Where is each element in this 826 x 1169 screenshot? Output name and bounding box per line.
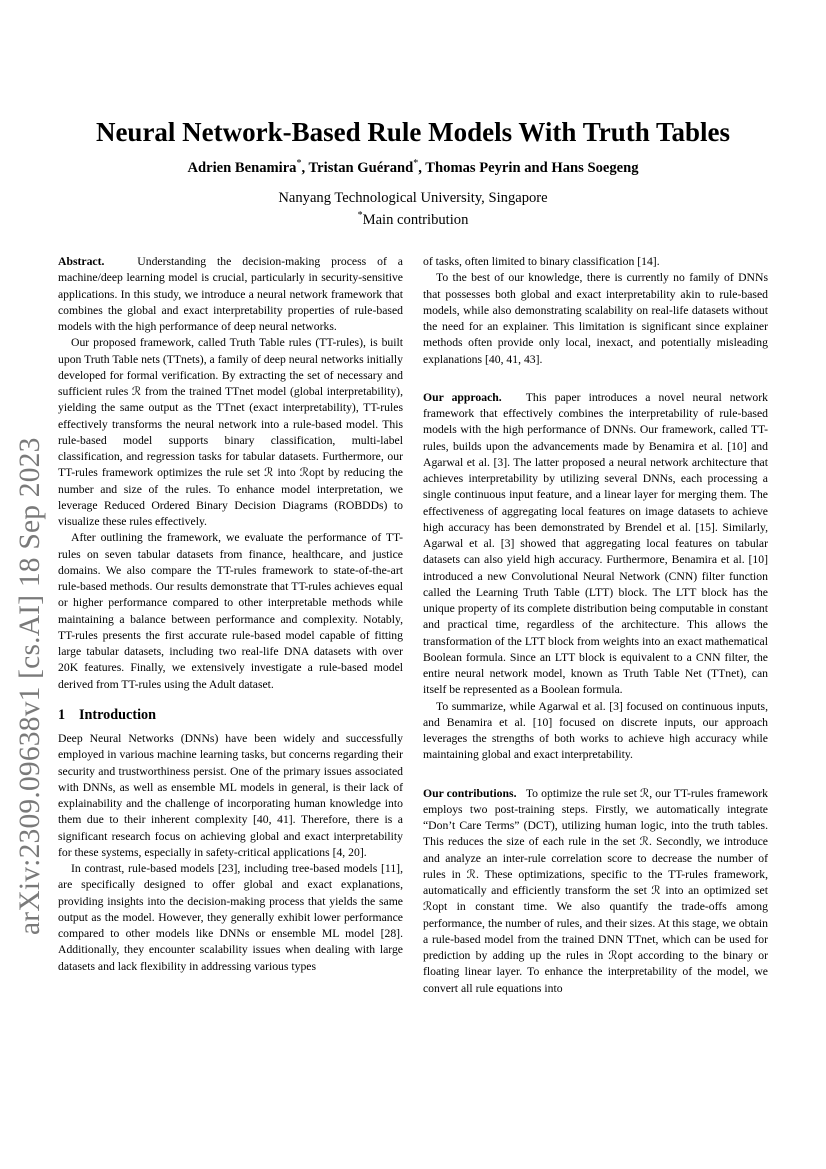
approach-paragraph [423,390,768,699]
approach-text: This paper introduces a novel neural network framework that effectively combines the interpretability of rule-based models with the high performance of DNNs. Our framework, called TT-rules, builds upon the advancements made by Benamira et al. [10] and Agarwal et al. [3]. The latter proposed a neural network architecture that achieves interpretability by utilizing several DNNs, each processing a single continuous input feature, and a linear layer for merging them. The effectiveness of aggregating local features on image datasets to achieve high accuracy has been demonstrated by Brendel et al. [15]. Similarly, Agarwal et al. [3] showed that aggregating local features on tabular datasets can also yield high accuracy. Furthermore, Benamira et al. [10] introduced a new Convolutional Neural Network (CNN) filter function called the Learning Truth Table (LTT) block. The LTT block has the unique property of its complete distribution being computable in constant and practical time, regardless of the architecture. This allows the transformation of the LTT block from weights into an exact mathematical Boolean formula. Since an LTT block is equivalent to a CNN filter, the entire neural network model, known as Truth Table Net (TTnet), can itself be represented as a Boolean formula. [423,390,769,697]
contributions-paragraph [423,786,768,997]
paper-title: Neural Network-Based Rule Models With Truth Tables [95,117,731,147]
contribution-note [40,207,786,229]
abstract-text-1: Understanding the decision-making process of a machine/deep learning model is crucial, particularly in security-sensitive applications. In this study, we introduce a neural network framework that combines the global and exact interpretability properties of rule-based models with the high performance of deep neural networks. [58,255,403,333]
contributions-text: To optimize the rule set ℛ, our TT-rules framework employs two post-training steps. Firstly, we automatically integrate “Don’t Care Terms” (DCT), utilizing human logic, into the truth tables. This reduces the size of each rule in the set ℛ. Secondly, we introduce and analyze an inter-rule correlation score to decrease the number of rules in ℛ. These optimizations, specific to the TT-rules framework, automatically and efficiently transform the set ℛ into an optimized set ℛopt in constant time. We also quantify the trade-offs among performance, the number of rules, and their sizes. At this stage, we obtain a rule-based model from the trained DNN TTnet, which can be used for prediction by adding up the rules in ℛopt according to the binary or floating linear layer. To enhance the interpretability of the model, we convert all rule equations into [423,786,768,995]
author-rest: , Thomas Peyrin and Hans Soegeng [418,159,639,176]
abstract-paragraph-1 [58,254,403,335]
author-1-mark: * [296,158,302,169]
contribution-mark: * [357,210,363,221]
arxiv-identifier: arXiv:2309.09638v1 [cs.AI] 18 Sep 2023 [14,437,46,935]
author-1: Adrien Benamira [187,159,297,176]
contributions-heading: Our contributions. [423,786,517,800]
section-heading-introduction [58,707,403,723]
contribution-text: Main contribution [362,211,469,228]
abstract-paragraph-3: After outlining the framework, we evaluate the performance of TT-rules on seven tabular datasets from finance, healthcare, and justice domains. We also compare the TT-rules framework to state-of-the-art rule-based methods. Our results demonstrate that TT-rules achieves equal or higher performance compared to other interpretable methods while maintaining a balance between performance and complexity. Notably, TT-rules presents the first accurate rule-based model capable of fitting large tabular datasets, including two real-life DNA datasets with over 20K features. Finally, we extensively investigate a rule-based model derived from TT-rules using the Adult dataset. [58,531,403,691]
intro-paragraph-2: In contrast, rule-based models [23], including tree-based models [11], are specifically designed to offer global and exact explanations, providing insights into the decision-making process that yields the same output as the model. However, they generally exhibit lower performance compared to other models like DNNs or ensemble ML model [28]. Additionally, they encounter scalability issues when dealing with large datasets and lack flexibility in addressing various types [58,862,403,973]
summary-paragraph: To summarize, while Agarwal et al. [3] focused on continuous inputs, and Benamira et al. [10] focused on discrete inputs, our approach leverages the strengths of both works to achieve high accuracy while maintaining global and exact interpretability. [423,699,768,762]
author-2: , Tristan Guérand [301,159,414,176]
continued-paragraph: of tasks, often limited to binary classification [14]. [423,255,660,268]
author-2-mark: * [413,158,419,169]
left-column [58,254,403,975]
abstract-heading: Abstract. [58,255,105,268]
abstract-paragraph-2: Our proposed framework, called Truth Table rules (TT-rules), is built upon Truth Table nets (TTnets), a family of deep neural networks initially developed for formal verification. By extracting the set of necessary and sufficient rules ℛ from the trained TTnet model (global interpretability), yielding the same output as the TTnet (exact interpretability), TT-rules effectively transforms the neural network into a rule-based model. This rule-based model supports binary classification, multi-label classification, and regression tasks for tabular datasets. Furthermore, our TT-rules framework optimizes the rule set ℛ into ℛopt by reducing the number and size of the rules. To enhance model interpretation, we leverage Reduced Ordered Binary Decision Diagrams (ROBDDs) to visualize these rules effectively. [58,336,403,528]
intro-paragraph-1: Deep Neural Networks (DNNs) have been widely and successfully employed in various machine learning tasks, but concerns regarding their security and trustworthiness persist. One of the primary issues associated with DNNs, as well as ensemble ML models in general, is their lack of explainability and the challenge of incorporating human knowledge into them due to their inherent complexity [40, 41]. Therefore, there is a significant research focus on achieving global and exact interpretability for these systems, especially in safety-critical applications [4, 20]. [58,732,403,859]
right-column [423,254,768,997]
affiliation-line: Nanyang Technological University, Singapore [278,190,548,206]
approach-heading: Our approach. [423,390,502,404]
author-list [40,158,786,177]
affiliation [40,190,786,229]
section-number: 1 [58,706,66,723]
section-title: Introduction [79,706,156,723]
right-paragraph-1: To the best of our knowledge, there is currently no family of DNNs that possesses both global and exact interpretability akin to rule-based models, while also demonstrating scalability on real-life datasets without the need for an explainer. This limitation is significant since explainer methods often provide only local, inexact, and potentially misleading explanations [40, 41, 43]. [423,271,768,366]
